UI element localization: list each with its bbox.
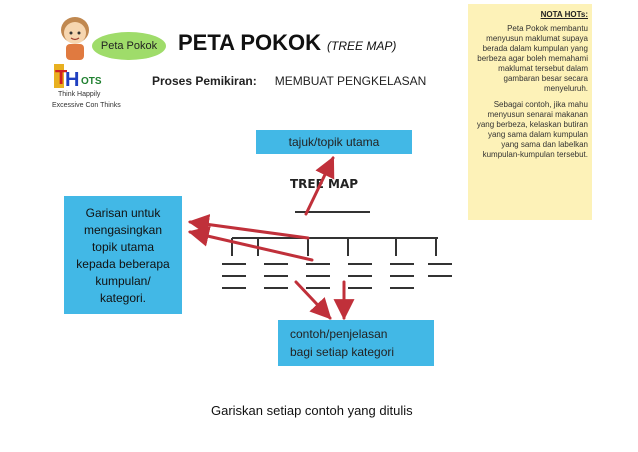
main-topic-text: tajuk/topik utama bbox=[288, 135, 380, 149]
note-heading: NOTA HOTs: bbox=[540, 10, 588, 19]
svg-text:Think Happily: Think Happily bbox=[58, 91, 101, 98]
note-paragraph-2: Sebagai contoh, jika mahu menyusun senarai makanan yang berbeza, kelaskan butiran yang sama dalam kumpulan yang sama dan labelkan kumpulan-kumpulan tersebut. bbox=[476, 100, 588, 159]
left-box-line-2: mengasingkan bbox=[83, 223, 163, 237]
svg-text:OTS: OTS bbox=[81, 76, 102, 87]
process-label: Proses Pemikiran: bbox=[152, 74, 257, 88]
bottom-box-line-1: contoh/penjelasan bbox=[290, 327, 388, 341]
left-box-line-6: kategori. bbox=[99, 291, 147, 305]
left-box-line-5: kumpulan/ bbox=[95, 274, 151, 288]
bubble-label: Peta Pokok bbox=[100, 40, 158, 52]
svg-text:T: T bbox=[55, 67, 68, 89]
process-value: MEMBUAT PENGKELASAN bbox=[274, 74, 427, 88]
tree-map-label: TREE MAP bbox=[290, 177, 359, 191]
title-sub: (TREE MAP) bbox=[327, 39, 397, 53]
svg-text:Excessive Con Thinks: Excessive Con Thinks bbox=[52, 102, 121, 109]
note-paragraph-1: Peta Pokok membantu menyusun maklumat supaya berada dalam kumpulan yang berbeza agar boleh memahami maklumat tersebut dalam gambaran besar secara menyeluruh. bbox=[477, 24, 588, 93]
arrow-to-examples-1 bbox=[296, 282, 330, 318]
title-main: PETA POKOK bbox=[178, 30, 322, 55]
left-box-line-3: topik utama bbox=[91, 240, 155, 254]
bottom-box-line-2: bagi setiap kategori bbox=[290, 345, 395, 359]
svg-text:H: H bbox=[65, 69, 80, 91]
left-box-line-1: Garisan untuk bbox=[85, 206, 161, 220]
arrow-to-main-topic bbox=[306, 158, 333, 214]
left-box-line-4: kepada beberapa bbox=[76, 257, 170, 271]
footer-instruction: Gariskan setiap contoh yang ditulis bbox=[211, 403, 413, 418]
